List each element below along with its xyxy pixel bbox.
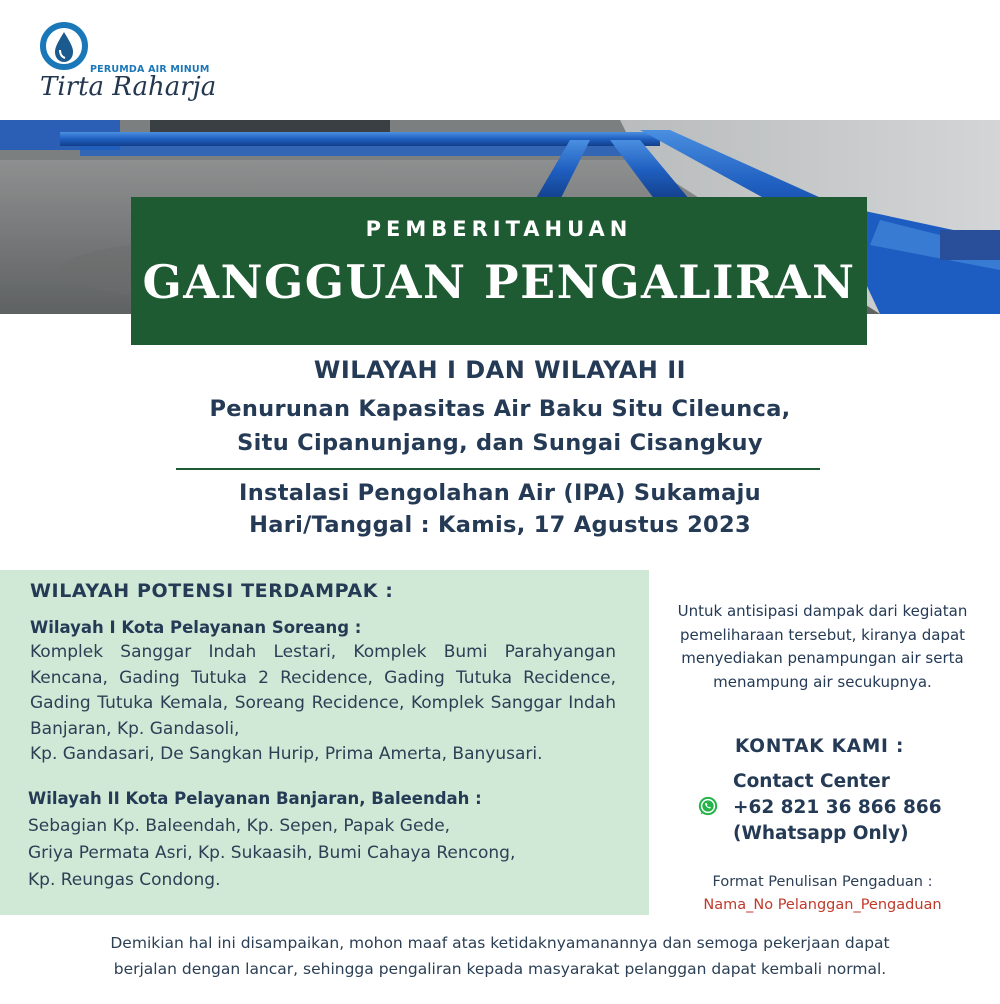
anticipation-note [655, 600, 990, 694]
wilayah-2-line: Kp. Reungas Condong. [28, 870, 221, 890]
title-box [131, 197, 867, 345]
whatsapp-icon [697, 795, 719, 817]
subtitle-line-2: Situ Cipanunjang, dan Sungai Cisangkuy [237, 430, 763, 456]
contact-label: Contact Center [733, 771, 890, 792]
affected-area-panel [0, 570, 649, 915]
affected-title: WILAYAH POTENSI TERDAMPAK : [30, 580, 394, 602]
wilayah-2-body [28, 813, 628, 894]
page-title: GANGGUAN PENGALIRAN [142, 255, 856, 309]
note-line: Untuk antisipasi dampak dari kegiatan [677, 602, 968, 620]
logo-small-text: PERUMDA AIR MINUM [90, 64, 210, 75]
wilayah-heading: WILAYAH I DAN WILAYAH II [313, 356, 687, 384]
wilayah-2-title: Wilayah II Kota Pelayanan Banjaran, Baleendah : [28, 789, 482, 808]
complaint-format-value: Nama_No Pelanggan_Pengaduan [703, 897, 942, 913]
note-line: menampung air secukupnya. [713, 672, 932, 691]
whatsapp-note: (Whatsapp Only) [733, 823, 909, 844]
divider [176, 468, 820, 470]
wilayah-1-title: Wilayah I Kota Pelayanan Soreang : [30, 618, 362, 637]
note-line: pemeliharaan tersebut, kiranya dapat [679, 625, 966, 644]
footer-line-1: Demikian hal ini disampaikan, mohon maaf atas ketidaknyamanannya dan semoga pekerjaan dapat [110, 934, 890, 952]
contact-phone[interactable]: +62 821 36 866 866 [733, 797, 942, 818]
water-drop-icon [38, 20, 98, 80]
contact-title: KONTAK KAMI : [735, 736, 905, 757]
company-logo [38, 20, 238, 106]
ipa-line: Instalasi Pengolahan Air (IPA) Sukamaju [239, 480, 761, 506]
wilayah-1-last-line: Kp. Gandasari, De Sangkan Hurip, Prima Amerta, Banyusari. [30, 744, 543, 764]
wilayah-2-line: Griya Permata Asri, Kp. Sukaasih, Bumi Cahaya Rencong, [28, 843, 516, 863]
footer-line-2: berjalan dengan lancar, sehingga pengaliran kepada masyarakat pelanggan dapat kembali normal. [113, 960, 887, 978]
wilayah-2-line: Sebagian Kp. Baleendah, Kp. Sepen, Papak Gede, [28, 816, 451, 836]
subtitle-line-1: Penurunan Kapasitas Air Baku Situ Cileunca, [209, 396, 791, 422]
title-kicker: PEMBERITAHUAN [365, 217, 633, 241]
wilayah-1-body [30, 640, 616, 768]
logo-name: Tirta Raharja [40, 72, 217, 102]
complaint-format-label: Format Penulisan Pengaduan : [712, 874, 933, 890]
note-line: menyediakan penampungan air serta [681, 649, 964, 667]
date-line: Hari/Tanggal : Kamis, 17 Agustus 2023 [249, 512, 751, 538]
wilayah-1-text: Komplek Sanggar Indah Lestari, Komplek Bumi Parahyangan Kencana, Gading Tutuka 2 Recidence, Gading Tutuka Recidence, Gading Tutuka Kemala, Soreang Recidence, Komplek Sanggar Indah Banjaran, Kp. Gandasoli, [30, 642, 616, 739]
contact-block [733, 769, 942, 847]
